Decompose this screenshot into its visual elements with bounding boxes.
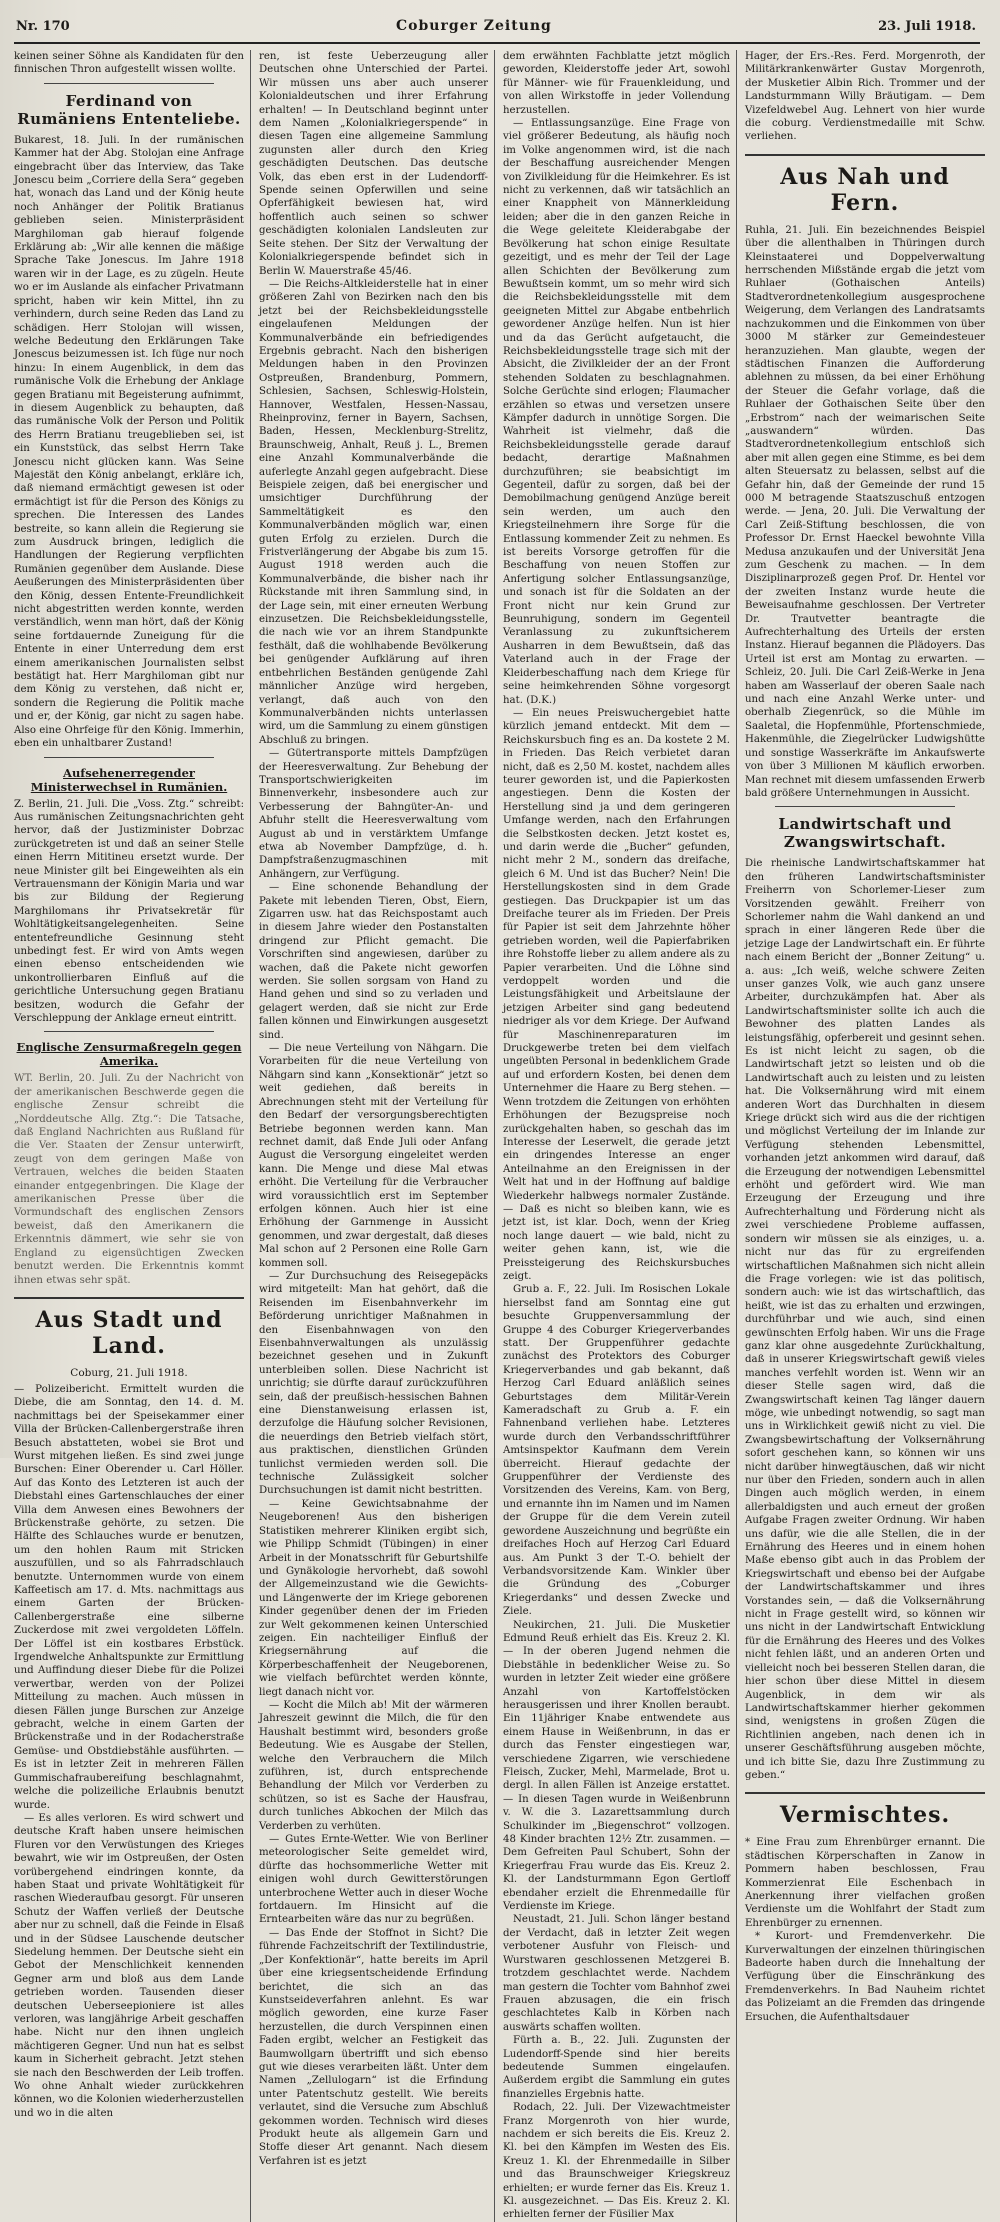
- article-text: ren, ist feste Ueberzeugung aller Deutschen ohne Unterschied der Partei. Wir müssen uns aber auch unserer Kolonialdeutschen und ihrer Erfahrung erhalten! — In Deutschland beginnt unter dem Namen „Kolonialkriegerspende“ in diesen Tagen eine allgemeine Sammlung zugunsten aller durch den Krieg geschädigten Deutschen. Das deutsche Volk, das eben erst in der Ludendorff-Spende seinen Opferwillen und seine Opferfähigkeit bewiesen hat, wird hoffentlich auch seinen so schwer geschädigten kolonialen Landsleuten zur Seite stehen. Der Sitz der Verwaltung der Kolonialkriegerspende befindet sich in Berlin W. Mauerstraße 45/46.: [259, 51, 488, 277]
- headline: Landwirtschaft und Zwangswirtschaft.: [778, 815, 952, 852]
- headline: Ferdinand von Rumäniens Ententeliebe.: [17, 91, 241, 128]
- article-text: — Die Reichs-Altkleiderstelle hat in einer größeren Zahl von Bezirken nach den bis jetzt bei der Reichsbekleidungsstelle eingelaufenen Meldungen der Kommunalverbände ein befriedigendes Ergebnis gebracht. Nach den bisherigen Meldungen haben in den Provinzen Ostpreußen, Brandenburg, Pommern, Schlesien, Sachsen, Schleswig-Holstein, Hannover, Westfalen, Hessen-Nassau, Rheinprovinz, ferner in Bayern, Sachsen, Baden, Hessen, Mecklenburg-Strelitz, Braunschweig, Anhalt, Reuß j. L., Bremen eine Anzahl Kommunalverbände die auferlegte Anzahl gegen aufgebracht. Diese Beispiele zeigen, daß bei energischer und umsichtiger Durchführung der Sammeltätigkeit es den Kommunalverbänden möglich war, einen guten Erfolg zu erzielen. Durch die Fristverlängerung der Abgabe bis zum 15. August 1918 werden auch die Kommunalverbände, die bisher nach ihr Rückstande mit ihren Sammlung sind, in der Lage sein, mit einer erneuten Werbung einzusetzen. Die Reichsbekleidungsstelle, die nach wie vor an ihrem Standpunkte festhält, daß die wohlhabende Bevölkerung bei genügender Aufklärung auf ihren entbehrlichen Beständen genügende Zahl männlicher Anzüge wird hergeben, verlangt, daß auch von den Kommunalverbänden nichts unterlassen wird, um die Sammlung zu einem günstigen Abschluß zu bringen.: [259, 278, 488, 746]
- section-heading: Aus Stadt und Land.: [14, 1297, 244, 1359]
- article-text: Grub a. F., 22. Juli. Im Rosischen Lokale hierselbst fand am Sonntag eine gut besuchte Gruppenversammlung der Gruppe 4 des Coburger Kriegerverbandes statt. Der Gruppenführer gedachte zunächst des Protektors des Coburger Kriegerverbandes und gab bekannt, daß Herzog Carl Eduard anläßlich seines Geburtstages dem Militär-Verein Kameradschaft zu Grub a. F. ein Fahnenband verliehen habe. Letzteres wurde durch den Verbandsschriftführer Amtsinspektor Kaufmann dem Verein überreicht. Hierauf gedachte der Gruppenführer der Verdienste des Vorsitzenden des Vereins, Kam. von Berg, und ernannte ihn im Namen und im Namen der Gruppe für die dem Verein zuteil gewordene Auszeichnung und begrüßte ein dreifaches Hoch auf Herzog Carl Eduard aus. Am Punkt 3 der T.-O. behielt der Verbandsvorsitzende Kam. Winkler über die Gründung des „Coburger Kriegerdanks“ und dessen Zwecke und Ziele.: [503, 1284, 730, 1618]
- article-text: * Eine Frau zum Ehrenbürger ernannt. Die städtischen Körperschaften in Zanow in Pommern haben beschlossen, Frau Kommerzienrat Eile Eschenbach in Anerkennung ihrer vielfachen großen Verdienste um die Wohlfahrt der Stadt zum Ehrenbürger zu ernennen.: [745, 1837, 985, 1929]
- article-text: — Eine schonende Behandlung der Pakete mit lebenden Tieren, Obst, Eiern, Zigarren usw. hat das Reichspostamt auch in diesem Jahre wieder den Postanstalten dringend zur Pflicht gemacht. Die Vorschriften sind angewiesen, darüber zu wachen, daß die Pakete nicht geworfen werden. Sie sollen sorgsam von Hand zu Hand gehen und sind so zu verladen und gelagert werden, daß sie nicht zur Erde fallen können und Einwirkungen ausgesetzt sind.: [259, 882, 488, 1041]
- article-text: Fürth a. B., 22. Juli. Zugunsten der Ludendorff-Spende sind hier bereits bedeutende Summen eingelaufen. Außerdem ergibt die Sammlung ein gutes finanzielles Ergebnis hatte.: [503, 2035, 730, 2100]
- divider: [44, 83, 214, 84]
- divider: [44, 1031, 214, 1032]
- article-text: — Keine Gewichtsabnahme der Neugeborenen! Aus den bisherigen Statistiken mehrerer Kliniken ergibt sich, wie Philipp Schmidt (Tübingen) in einer Arbeit in der Monatsschrift für Geburtshilfe und Gynäkologie hervorhebt, daß sowohl der Allgemeinzustand wie die Gewichts- und Längenwerte der im Kriege geborenen Kinder gegenüber denen der im Frieden zur Welt gekommenen keinen Unterschied zeigen. Ein nachteiliger Einfluß der Kriegsernährung auf die Körperbeschaffenheit der Neugeborenen, wie vielfach befürchtet werden könnte, liegt danach nicht vor.: [259, 1498, 488, 1698]
- article-text: Z. Berlin, 21. Juli. Die „Voss. Ztg.“ schreibt: Aus rumänischen Zeitungsnachrichten geht hervor, daß der Justizminister Dobrzac zurückgetreten ist und daß an seiner Stelle einen Herrn Mititineu ersetzt wurde. Der neue Minister gilt bei Eingeweihten als ein Vertrauensmann der Königin Maria und war bis zur Bildung der Regierung Marghilomans ihr Privatsekretär für Wohltätigkeitsangelegenheiten. Seine ententefreundliche Gesinnung steht unbedingt fest. Er wird von Amts wegen einen ebenso entscheidenden wie unkontrollierbaren Einfluß auf die gerichtliche Untersuchung gegen Bratianu besitzen, wodurch die Gefahr der Verschleppung der Anklage erneut eintritt.: [14, 798, 244, 1024]
- article-text: Neustadt, 21. Juli. Schon länger bestand der Verdacht, daß in letzter Zeit wegen verbotener Ausfuhr von Fleisch- und Wurstwaren geschlossenen Metzgerei B. trotzdem geschlachtet werde. Nachdem man gestern die Tochter vom Bahnhof zwei Frauen abzusagen, die ein frisch geschlachtetes Kalb in Körben nach auswärts schaffen wollten.: [503, 1914, 730, 2033]
- article-text: Bukarest, 18. Juli. In der rumänischen Kammer hat der Abg. Stolojan eine Anfrage eingebracht über das Interview, das Take Jonescu beim „Corriere della Sera“ gegeben hat, wonach das Land und der König heute noch Anhänger der Politik Bratianus geblieben seien. Ministerpräsident Marghiloman gab hierauf folgende Erklärung ab: „Wir alle kennen die mäßige Sprache Take Jonescus. Im Jahre 1918 waren wir in der Lage, es zu zügeln. Heute wo er im Auslande als einfacher Privatmann spricht, haben wir kein Mittel, ihn zu verhindern, durch seine Reden das Land zu schädigen. Herr Stolojan will wissen, welche Bedeutung den Erklärungen Take Jonescus beizumessen ist. Ich füge nur noch hinzu: In einem Augenblick, in dem das rumänische Volk die Erhebung der Anklage gegen Bratianu mit Begeisterung aufnimmt, in diesem Augenblick zu behaupten, daß das rumänische Volk der Person und Politik des Herrn Bratianu treugeblieben sei, ist ein Kunststück, das selbst Herrn Take Jonescu nicht glücken kann. Was Seine Majestät den König anbelangt, erkläre ich, daß niemand ermächtigt gewesen ist oder ermächtigt ist für die Person des Königs zu sprechen. Die Interessen des Landes bestreite, so kann allein die Regierung sie zum Ausdruck bringen, lediglich die Handlungen der Regierung verpflichten Rumänien gegenüber dem Auslande. Diese Aeußerungen des Ministerpräsidenten über den König, dessen Entente-Freundlichkeit nicht abgestritten werden konnte, werden verständlich, wenn man hört, daß der König seine fortdauernde Zuneigung für die Entente in einer Unterredung dem erst einem amerikanischen Journalisten selbst bestätigt hat. Herr Marghiloman gibt nur dem König zu verstehen, daß nicht er, sondern die Regierung die Politik mache und er, der König, gar nicht zu sagen habe. Also eine Ohrfeige für den König. Immerhin, eben ein unhaltbarer Zustand!: [14, 134, 244, 750]
- headline: Aufsehenerregender Ministerwechsel in Rumänien.: [30, 765, 228, 794]
- column-2: [259, 50, 495, 2222]
- divider: [44, 757, 214, 758]
- article-text: Hager, der Ers.-Res. Ferd. Morgenroth, der Militärkrankenwärter Gustav Morgenroth, der Musketier Albin Rich. Trommer und der Landsturmmann Willy Bräutigam. — Dem Vizefeldwebel Aug. Lehnert von hier wurde die coburg. Verdienstmedaille mit Schw. verliehen.: [745, 51, 985, 143]
- newspaper-title: Coburger Zeitung: [396, 18, 552, 34]
- article-text: — Das Ende der Stoffnot in Sicht? Die führende Fachzeitschrift der Textilindustrie, „Der Konfektionär“, hatte bereits im April über eine kriegsentscheidende Erfindung berichtet, die sich an das Kunstseideverfahren anlehnt. Es war möglich geworden, eine kurze Faser herzustellen, die durch Verspinnen einen Faden ergibt, welcher an Festigkeit das Baumwollgarn übertrifft und sich ebenso gut wie dieses verarbeiten läßt. Unter dem Namen „Zellulogarn“ ist die Erfindung unter Patentschutz gestellt. Wie bereits verlautet, sind die Versuche zum Abschluß gekommen worden. Technisch wird dieses Produkt heute als allgemein Garn und Stoffe dieser Art genannt. Nach diesem Verfahren ist es jetzt: [259, 1927, 488, 2167]
- article-text: — Es alles verloren. Es wird schwert und deutsche Kraft haben unsere heimischen Fluren vor den Verwüstungen des Krieges bewahrt, wie wir im Ostpreußen, der Osten vorübergehend eindringen konnte, da haben Staat und private Wohltätigkeit für raschen Wiederaufbau gesorgt. Für unseren Schutz der Waffen verließ der Deutsche aber nur zu schnell, daß die Feinde in Elsaß und in der Südsee Lauschende deutscher Siedelung hemmen. Der Deutsche sieht ein Gebot der Menschlichkeit kennenden Gegner arm und bloß aus dem Lande getrieben worden. Tausenden dieser deutschen Ueberseepioniere ist alles verloren, was langjährige Arbeit geschaffen habe. Nicht nur den ihnen ungleich mächtigeren Gegner. Und nun hat es selbst kaum in Sicherheit gebracht. Jetzt stehen sie nach den Beschwerden der Leib troffen. Wo ohne Anhalt wieder zurückkehren können, wo die Kolonien wiederherzustellen und wo in die alten: [14, 1812, 244, 2119]
- article-text: Die rheinische Landwirtschaftskammer hat den früheren Landwirtschaftsminister Freiherrn von Schorlemer-Lieser zum Vorsitzenden gewählt. Freiherr von Schorlemer nahm die Wahl dankend an und sprach in einer längeren Rede über die jetzige Lage der Landwirtschaft ein. Er führte nach einem Bericht der „Bonner Zeitung“ u. a. aus: „Ich weiß, welche schwere Zeiten unser ganzes Volk, wie auch ganz unsere Arbeiter, durchzukämpfen hat. Aber als Landwirtschaftsminister sollte ich auch die Bewohner des platten Landes als leistungsfähig, opferbereit und gesinnt sehen. Es ist nicht leicht zu sagen, ob die Landwirtschaft jetzt so leisten und ob die Landwirtschaft auch zu leisten und zu leisten hat. Die Volksernährung wird mit einem anderen Wort das Durchhalten in diesem Kriege drückt sich wird aus die der richtigen und möglichst Verteilung der im Inlande zur Verfügung stehenden Lebensmittel, vorhanden jetzt ankommen wird darauf, daß die Erzeugung der notwendigen Lebensmittel erhöht und gefördert wird. Wie man Erzeugung der Erzeugung und ihre Aufrechterhaltung und Förderung nicht als zwei verschiedene Probleme auffassen, sondern wir müssen sie als einziges, u. a. nicht nur das für zu ergreifenden wirtschaftlichen Maßnahmen sich nicht allein die Frage vorlegen: wie ist das politisch, sondern auch: wie ist das wirtschaftlich, das heißt, wie ist das zu erhalten und erzwingen, durchführbar und wie auch, sind einen gewünschten Erfolg haben. Wir uns die Frage ganz klar ohne ausgedehnte Zurückhaltung, daß in unserer Kriegswirtschaft gewiß vieles manches verfehlt worden ist. Wenn wir an dieser Stelle sagen wird, daß die Zwangswirtschaft keinen Tag länger dauern möge, wie unbedingt notwendig, so sagt man uns in Wirklichkeit gewiß nicht zu viel. Die Zwangsbewirtschaftung der Volksernährung sofort geschehen kann, so können wir uns nicht darüber hinwegtäuschen, daß wir nicht nur über den Frieden, sondern auch in allen Dingen auch möglich werden, in einem allerbaldigsten und auch erneut der großen Aufgabe Fragen zweiter Ordnung. Wir haben uns dafür, wie die alle Stellen, die in der Ernährung des Heeres und in einem hohen Maße ebenso gibt auch in das Problem der Kriegswirtschaft und ebenso bei der Aufgabe der Landwirtschaftskammer und ihres Vorstandes sein, — daß die Volksernährung nicht in Frage gestellt wird, so können wir uns nicht in der Landwirtschaft Entwicklung für die Ernährung des Heeres und des Volkes nicht fehlen läßt, und an anderen Orten und vielleicht noch bei besseren Stellen daran, die hier schon über diese Mittel in diesem Augenblick, in dem wir als Landwirtschaftskammer hierher gekommen sind, wenigstens in großen Zügen die Richtlinien angeben, nach denen ich in unserer Geschäftsführung ausgeben möchte, und ich bitte Sie, dazu Ihre Zustimmung zu geben.“: [745, 858, 985, 1781]
- article-text: — Kocht die Milch ab! Mit der wärmeren Jahreszeit gewinnt die Milch, die für den Haushalt bestimmt wird, besonders große Bedeutung. Wie es Ausgabe der Stellen, welche den Verbrauchern die Milch zuführen, ist, durch entsprechende Behandlung der Milch vor Verderben zu schützen, so ist es Sache der Hausfrau, durch tunliches Abkochen der Milch das Verderben zu verhüten.: [259, 1699, 488, 1832]
- headline: Englische Zensurmaßregeln gegen Amerika.: [16, 1040, 242, 1069]
- issue-number: Nr. 170: [16, 19, 70, 34]
- column-3: [503, 50, 737, 2222]
- article-text: — Polizeibericht. Ermittelt wurden die Diebe, die am Sonntag, den 14. d. M. nachmittags bei der Speisekammer einer Villa der Brücken-Callenbergerstraße ihren Besuch abstatteten, wobei sie Brot und Wurst mitgehen ließen. Es sind zwei junge Burschen: Einer Oberender u. Carl Höller. Auf das Konto des Letzteren ist auch der Diebstahl eines Gartenschlauches der einer Villa dem Anwesen eines Bewohners der Brückenstraße gehörte, zu setzen. Die Hälfte des Schlauches wurde er benutzen, um den hohlen Raum mit Stricken auszufüllen, und so als Fahrradschlauch benutzte. Unternommen wurde von einem Kaffeetisch am 17. d. Mts. nachmittags aus einem Garten der Brücken-Callenbergerstraße eine silberne Zuckerdose mit zwei vergoldeten Löffeln. Der Löffel ist ein kostbares Erbstück. Irgendwelche Anhaltspunkte zur Ermittlung und Auffindung dieser Diebe für die Polizei verwertbar, werden von der Polizei Mitteilung zu machen. Auch müssen in diesen Fällen junge Burschen zur Anzeige gebracht, welche in einem Garten der Brückenstraße und in der Rodacherstraße Gemüse- und Obstdiebstähle ausführten. — Es ist in letzter Zeit in mehreren Fällen Gummischafraubereifung beschlagnahmt, welche die polizeiliche Erlaubnis benutzt wurde.: [14, 1383, 244, 1811]
- article-text: Ruhla, 21. Juli. Ein bezeichnendes Beispiel über die allenthalben in Thüringen durch Kleinstaaterei und Doppelverwaltung herrschenden Mißstände ergab die jetzt vom Ruhlaer (Gothaischen Anteils) Stadtverordnetenkollegium ausgesprochene Weigerung, dem Verlangen des Landratsamts nachzukommen und die Einkommen von über 3000 M stärker zur Gemeindesteuer heranzuziehen. Man glaubte, wegen der städtischen Finanzen die Aufforderung ablehnen zu müssen, da bei einer Erhöhung der Steuer die Gefahr vorlage, daß die Ruhlaer der Gothaischen Seite über den „Erbstrom“ nach der weimarischen Seite „auswandern“ würden. Das Stadtverordnetenkollegium entschloß sich aber mit allen gegen eine Stimme, es bei dem alten Steuersatz zu belassen, selbst auf die Gefahr hin, daß der Gemeinde der rund 15 000 M betragende Staatszuschuß entzogen werde. — Jena, 20. Juli. Die Verwaltung der Carl Zeiß-Stiftung beschlossen, die von Professor Dr. Ernst Haeckel bewohnte Villa Medusa anzukaufen und der Universität Jena zum Geschenk zu machen. — In dem Disziplinarprozeß gegen Prof. Dr. Hentel vor der zweiten Instanz wurde heute die Beweisaufnahme geschlossen. Der Vertreter Dr. Trautvetter beantragte die Aufrechterhaltung des Urteils der ersten Instanz. Hierauf begannen die Plädoyers. Das Urteil ist erst am Montag zu erwarten. — Schleiz, 20. Juli. Die Carl Zeiß-Werke in Jena haben am Wasserlauf der oberen Saale nach und nach eine Anzahl Werke unter- und oberhalb Ziegenrück, so die Mühle im Saaletal, die Hopfenmühle, Pfortenschmiede, Hakenmühle, die Ziegelrücker Ludwigshütte und sonstige Wasserkräfte im Ankaufswerte von über 3 Millionen M käuflich erworben. Man rechnet mit diesem umfassenden Erwerb bald größere Unternehmungen in Aussicht.: [745, 224, 985, 799]
- columns: [14, 50, 985, 2221]
- article-text: keinen seiner Söhne als Kandidaten für den finnischen Thron aufgestellt wissen wollte.: [14, 51, 244, 76]
- column-4: [745, 50, 985, 2222]
- masthead: [14, 18, 980, 44]
- article-text: * Kurort- und Fremdenverkehr. Die Kurverwaltungen der einzelnen thüringischen Badeorte haben durch die Innehaltung der Verfügung über die Einschränkung des Fremdenverkehrs. In Bad Nauheim richtet das Polizeiamt an die Fremden das dringende Ersuchen, die Aufenthaltsdauer: [745, 1931, 985, 2023]
- article-text: — Zur Durchsuchung des Reisegepäcks wird mitgeteilt: Man hat gehört, daß die Reisenden im Eisenbahnverkehr im Beförderung unrichtiger Maßnahmen in den Eisenbahnwagen von den Eisenbahnverwaltungen als unzulässig bezeichnet gesehen und in Zukunft unterbleiben sollen. Diese Nachricht ist unrichtig; sie dürfte darauf zurückzuführen sein, daß der preußisch-hessischen Bahnen eine Dienstanweisung erlassen ist, derzufolge die Häufung solcher Revisionen, die neuerdings den Betrieb vielfach stört, aus praktischen, dienstlichen Gründen tunlichst vermieden werden soll. Die technische Zulässigkeit solcher Durchsuchungen ist damit nicht bestritten.: [259, 1270, 488, 1497]
- column-1: [14, 50, 251, 2222]
- section-heading: Aus Nah und Fern.: [745, 154, 985, 216]
- section-heading: Vermischtes.: [745, 1792, 985, 1828]
- article-text: dem erwähnten Fachblatte jetzt möglich geworden, Kleiderstoffe jeder Art, sowohl für Männer- wie für Frauenkleidung, und von allen Wirkstoffe in jeder Vollendung herzustellen.: [503, 51, 730, 116]
- article-text: Neukirchen, 21. Juli. Die Musketier Edmund Reuß erhielt das Eis. Kreuz 2. Kl. — In der oberen Jugend nehmen die Diebstähle in bedenklicher Weise zu. So wurden in letzter Zeit wieder eine größere Anzahl von Kartoffelstöcken herausgerissen und ihrer Knollen beraubt. Ein 11jähriger Knabe entwendete aus einem Hause in Weißenbrunn, in das er durch das Fenster eingestiegen war, verschiedene Zigarren, wie verschiedene Fleisch, Zucker, Mehl, Marmelade, Brot u. dergl. In allen Fällen ist Anzeige erstattet. — In diesen Tagen wurde in Weißenbrunn v. W. die 3. Lazarettsammlung durch Schulkinder im „Biegenschrot“ vollzogen. 48 Kinder brachten 12½ Ztr. zusammen. — Dem Gefreiten Paul Schubert, Sohn der Kriegerfrau Frau wurde das Eis. Kreuz 2. Kl. der Landsturmmann Egon Gertloff ebendaher erzielt die Ehrenmedaille für Verdienste im Kriege.: [503, 1619, 730, 1913]
- dateline: Coburg, 21. Juli 1918.: [70, 1366, 188, 1379]
- article-text: — Gutes Ernte-Wetter. Wie von Berliner meteorologischer Seite gemeldet wird, dürfte das hochsommerliche Wetter mit einigen wohl durch Gewitterstörungen unterbrochene Wetter auch in dieser Woche fortdauern. Im Hinsicht auf die Erntearbeiten wäre das nur zu begrüßen.: [259, 1834, 488, 1926]
- issue-date: 23. Juli 1918.: [878, 19, 976, 34]
- article-text: — Die neue Verteilung von Nähgarn. Die Vorarbeiten für die neue Verteilung von Nähgarn sind kann „Konsektionär“ jetzt so weit gediehen, daß bereits in Abrechnungen steht mit der Verteilung für den Bedarf der versorgungsberechtigten Betriebe begonnen werden kann. Man rechnet damit, daß Ende Juli oder Anfang August die Versorgung eingeleitet werden kann. Die Menge und diese Mal etwas erhöht. Die Verteilung für die Verbraucher wird voraussichtlich erst im September erfolgen können. Auch hier ist eine Erhöhung der Garnmenge in Aussicht genommen, und zwar dergestalt, daß dieses Mal schon auf 2 Personen eine Rolle Garn kommen soll.: [259, 1043, 488, 1269]
- article-text: — Gütertransporte mittels Dampfzügen der Heeresverwaltung. Zur Behebung der Transportschwierigkeiten im Binnenverkehr, insbesondere auch zur Verbesserung der Bahngüter-An- und Abfuhr stellt die Heeresverwaltung vom August ab und in verstärktem Umfange etwa ab November Dampfzüge, d. h. Dampfstraßenzugmaschinen mit Anhängern, zur Verfügung.: [259, 748, 488, 880]
- article-text: WT. Berlin, 20. Juli. Zu der Nachricht von der amerikanischen Beschwerde gegen die englische Zensur schreibt die „Norddeutsche Allg. Ztg.“: Die Tatsache, daß England Nachrichten aus Rußland für die Ver. Staaten der Zensur unterwirft, zeugt von dem geringen Maße von Vertrauen, welches die beiden Staaten einander entgegenbringen. Die Klage der amerikanischen Presse über die Vormundschaft des englischen Zensors beweist, daß den Amerikanern die Erkenntnis dämmert, wie sehr sie von England zu eigensüchtigen Zwecken benutzt werden. Die Erkenntnis kommt ihnen etwas sehr spät.: [14, 1073, 244, 1286]
- article-text: Rodach, 22. Juli. Der Vizewachtmeister Franz Morgenroth von hier wurde, nachdem er sich bereits die Eis. Kreuz 2. Kl. bei den Kämpfen im Westen des Eis. Kreuz 1. Kl. der Ehrenmedaille in Silber und das Braunschweiger Kriegskreuz erhielten; er wurde ferner das Eis. Kreuz 1. Kl. ausgezeichnet. — Das Eis. Kreuz 2. Kl. erhielten ferner der Füsilier Max: [503, 2102, 730, 2221]
- article-text: — Entlassungsanzüge. Eine Frage von viel größerer Bedeutung, als häufig noch im Volke angenommen wird, ist die nach der Beschaffung ausreichender Mengen von Zivilkleidung für die Heimkehrer. Es ist nicht zu verkennen, daß wir tatsächlich an einer Knappheit von Männerkleidung leiden; aber die in den ganzen Reiche in die Wege geleitete Kleiderabgabe der Bevölkerung hat schon einige Resultate gezeitigt, und es mehr der Teil der Lage allen Schichten der Bevölkerung zum Bewußtsein kommt, um so mehr wird sich die Reichsbekleidungsstelle mit dem geeigneten Mittel zur Abgabe entbehrlich gewordener Anzüge helfen. Nun ist hier und da das Gerücht aufgetaucht, die Reichsbekleidungsstelle trage sich mit der Absicht, die Zivilkleider der an der Front stehenden Soldaten zu beschlagnahmen. Solche Gerüchte sind erlogen; Flaumacher erzählen so etwas und versetzen unsere Kämpfer dadurch in unnötige Sorgen. Die Wahrheit ist vielmehr, daß die Reichsbekleidungsstelle gerade darauf bedacht, derartige Maßnahmen durchzuführen; sie beabsichtigt im Gegenteil, dafür zu sorgen, daß bei der Demobilmachung genügend Anzüge bereit sein werden, um auch den Kriegsteilnehmern ihre Sorge für die Entlassung kommender Zeit zu nehmen. Es ist bereits Vorsorge getroffen für die Beschaffung von neuen Stoffen zur Anfertigung solcher Entlassungsanzüge, und sonach ist für die Soldaten an der Front nicht nur kein Grund zur Beunruhigung, sondern im Gegenteil Veranlassung zu zukunftsicherem Ausharren in dem Bewußtsein, daß das Vaterland auch in der Frage der Kleiderbeschaffung nach dem Kriege für seine heimkehrenden Söhne vorgesorgt hat. (D.K.): [503, 118, 730, 706]
- divider: [775, 806, 955, 807]
- article-text: — Ein neues Preiswuchergebiet hatte kürzlich jemand entdeckt. Mit dem — Reichskursbuch fing es an. Da kostete 2 M. in Frieden. Das Reich verbietet daran nicht, daß es 2,50 M. kostet, nachdem alles teurer geworden ist, und die Papierkosten angestiegen. Denn die Kosten der Herstellung sind ja und dem geringeren Umfange werden, nach den Erfahrungen die Selbstkosten decken. Jetzt kostet es, und darin werde die „Bucher“ gefunden, nicht mehr 2 M., sondern das dreifache, gleich 6 M. Und ist das Bucher? Nein! Die Herstellungskosten sind in dem Grade gestiegen. Das Druckpapier ist um das Dreifache teurer als im Frieden. Der Preis für Papier ist seit dem Jahrzehnte höher getrieben worden, weil die Papierfabriken ihre Rohstoffe lieber zu allem andere als zu Papier verarbeiten. Und die Löhne sind verdoppelt worden und die Leistungsfähigkeit und Arbeitslaune der jetzigen Arbeiter sind gang bedeutend niedriger als vor dem Kriege. Der Aufwand für Maschinenreparaturen im Druckgewerbe treten bei dem vielfach ungeübten Personal in bedenklichem Grade auf und erfordern Kosten, bei denen dem Unternehmer die Haare zu Berg stehen. — Wenn trotzdem die Zeitungen von erhöhten Erhöhungen der Bezugspreise noch zurückgehalten haben, so geschah das im Interesse der Leserwelt, die gerade jetzt ein dringendes Interesse an enger Anteilnahme an den Ereignissen in der Welt hat und in der Hoffnung auf baldige Wiederkehr halbwegs normaler Zustände. — Daß es nicht so bleiben kann, wie es jetzt ist, ist klar. Doch, wenn der Krieg noch lange dauert — wie bald, nicht zu weiter gehen kann, ist, wie die Preissteigerung des Reichskursbuches zeigt.: [503, 707, 730, 1282]
